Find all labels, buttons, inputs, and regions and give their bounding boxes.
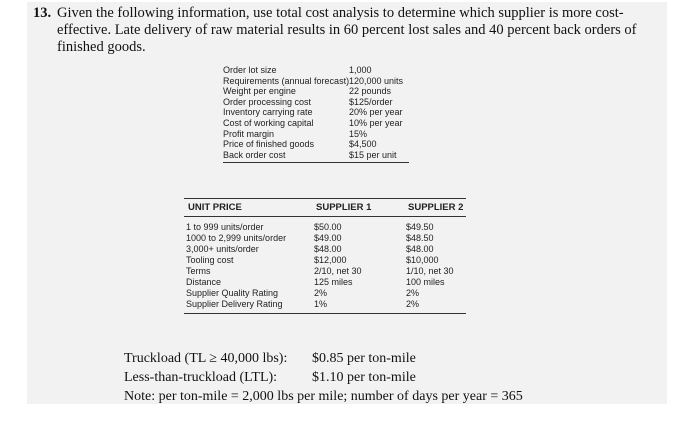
supplier-1-value: $50.00 [314, 222, 342, 232]
supplier-1-value: $12,000 [314, 255, 347, 265]
table-row [184, 277, 466, 288]
supplier-2-value: $10,000 [406, 255, 439, 265]
parameter-row [223, 118, 413, 129]
table-row [184, 288, 466, 299]
table-row [184, 266, 466, 277]
parameter-label: Back order cost [223, 149, 286, 160]
parameter-label: Inventory carrying rate [223, 107, 313, 118]
parameter-value: 20% per year [349, 107, 403, 118]
parameter-row [223, 150, 413, 161]
parameter-value: 15% [349, 128, 368, 139]
supplier-2-value: $48.50 [406, 233, 434, 243]
rate-value: $1.10 per ton-mile [312, 370, 416, 385]
parameter-value: $15 per unit [349, 149, 397, 160]
parameter-label: Profit margin [223, 128, 275, 139]
parameter-row [223, 65, 413, 76]
freight-rates [124, 349, 523, 406]
parameter-label: Weight per engine [223, 86, 296, 97]
row-label: Distance [186, 277, 222, 287]
row-label: Tooling cost [186, 255, 234, 265]
parameter-label: Cost of working capital [223, 117, 314, 128]
column-header-supplier-1: SUPPLIER 1 [316, 202, 372, 213]
table-body [184, 217, 466, 314]
rate-value: $0.85 per ton-mile [312, 351, 416, 366]
supplier-2-value: 1/10, net 30 [406, 266, 454, 276]
parameter-row [223, 107, 413, 118]
supplier-2-value: $48.00 [406, 244, 434, 254]
parameter-label: Order processing cost [223, 96, 312, 107]
supplier-1-value: 2% [314, 288, 328, 298]
supplier-1-value: 2/10, net 30 [314, 266, 362, 276]
table-row [184, 255, 466, 266]
parameter-value: 22 pounds [349, 86, 392, 97]
row-label: Supplier Quality Rating [186, 288, 279, 298]
supplier-1-value: 1% [314, 299, 328, 309]
parameter-row [223, 76, 413, 87]
problem-page [27, 2, 667, 404]
rate-label: Less-than-truckload (LTL): [124, 370, 278, 385]
row-label: Supplier Delivery Rating [186, 299, 283, 309]
parameter-label: Price of finished goods [223, 139, 315, 150]
parameters-table [223, 65, 413, 163]
parameter-row [223, 139, 413, 150]
parameter-label: Order lot size [223, 65, 277, 75]
supplier-1-value: 125 miles [314, 277, 353, 287]
parameter-row [223, 86, 413, 97]
table-header-row [184, 198, 466, 217]
parameter-row [223, 129, 413, 140]
column-header-supplier-2: SUPPLIER 2 [408, 202, 464, 213]
rate-line [124, 349, 523, 368]
parameter-value: 120,000 units [349, 75, 404, 86]
table-row [184, 222, 466, 233]
parameter-value: $125/order [349, 96, 393, 107]
table-divider [223, 162, 409, 163]
row-label: 1000 to 2,999 units/order [186, 233, 287, 243]
question [33, 5, 661, 56]
column-header-unit-price: UNIT PRICE [188, 202, 242, 213]
parameter-value: $4,500 [349, 139, 377, 150]
supplier-2-value: $49.50 [406, 222, 434, 232]
table-row [184, 233, 466, 244]
table-row [184, 244, 466, 255]
row-label: 3,000+ units/order [186, 244, 259, 254]
row-label: Terms [186, 266, 211, 276]
supplier-2-value: 2% [406, 288, 420, 298]
question-text: Given the following information, use total cost analysis to determine which supplier is more cost-effective. Late delivery of raw material results in 60 percent lost sales and 40 percent back orders of finished goods. [57, 5, 637, 55]
supplier-comparison-table [184, 198, 466, 314]
parameter-value: 1,000 [349, 65, 372, 75]
question-number: 13. [33, 5, 52, 21]
rate-line [124, 368, 523, 387]
supplier-1-value: $49.00 [314, 233, 342, 243]
row-label: 1 to 999 units/order [186, 222, 264, 232]
note-text: Note: per ton-mile = 2,000 lbs per mile; number of days per year = 365 [124, 389, 523, 404]
parameter-label: Requirements (annual forecast) [223, 75, 350, 86]
parameter-value: 10% per year [349, 117, 403, 128]
supplier-2-value: 2% [406, 299, 420, 309]
supplier-1-value: $48.00 [314, 244, 342, 254]
supplier-2-value: 100 miles [406, 277, 445, 287]
parameter-row [223, 97, 413, 108]
table-row [184, 299, 466, 310]
rate-label: Truckload (TL ≥ 40,000 lbs): [124, 351, 288, 366]
